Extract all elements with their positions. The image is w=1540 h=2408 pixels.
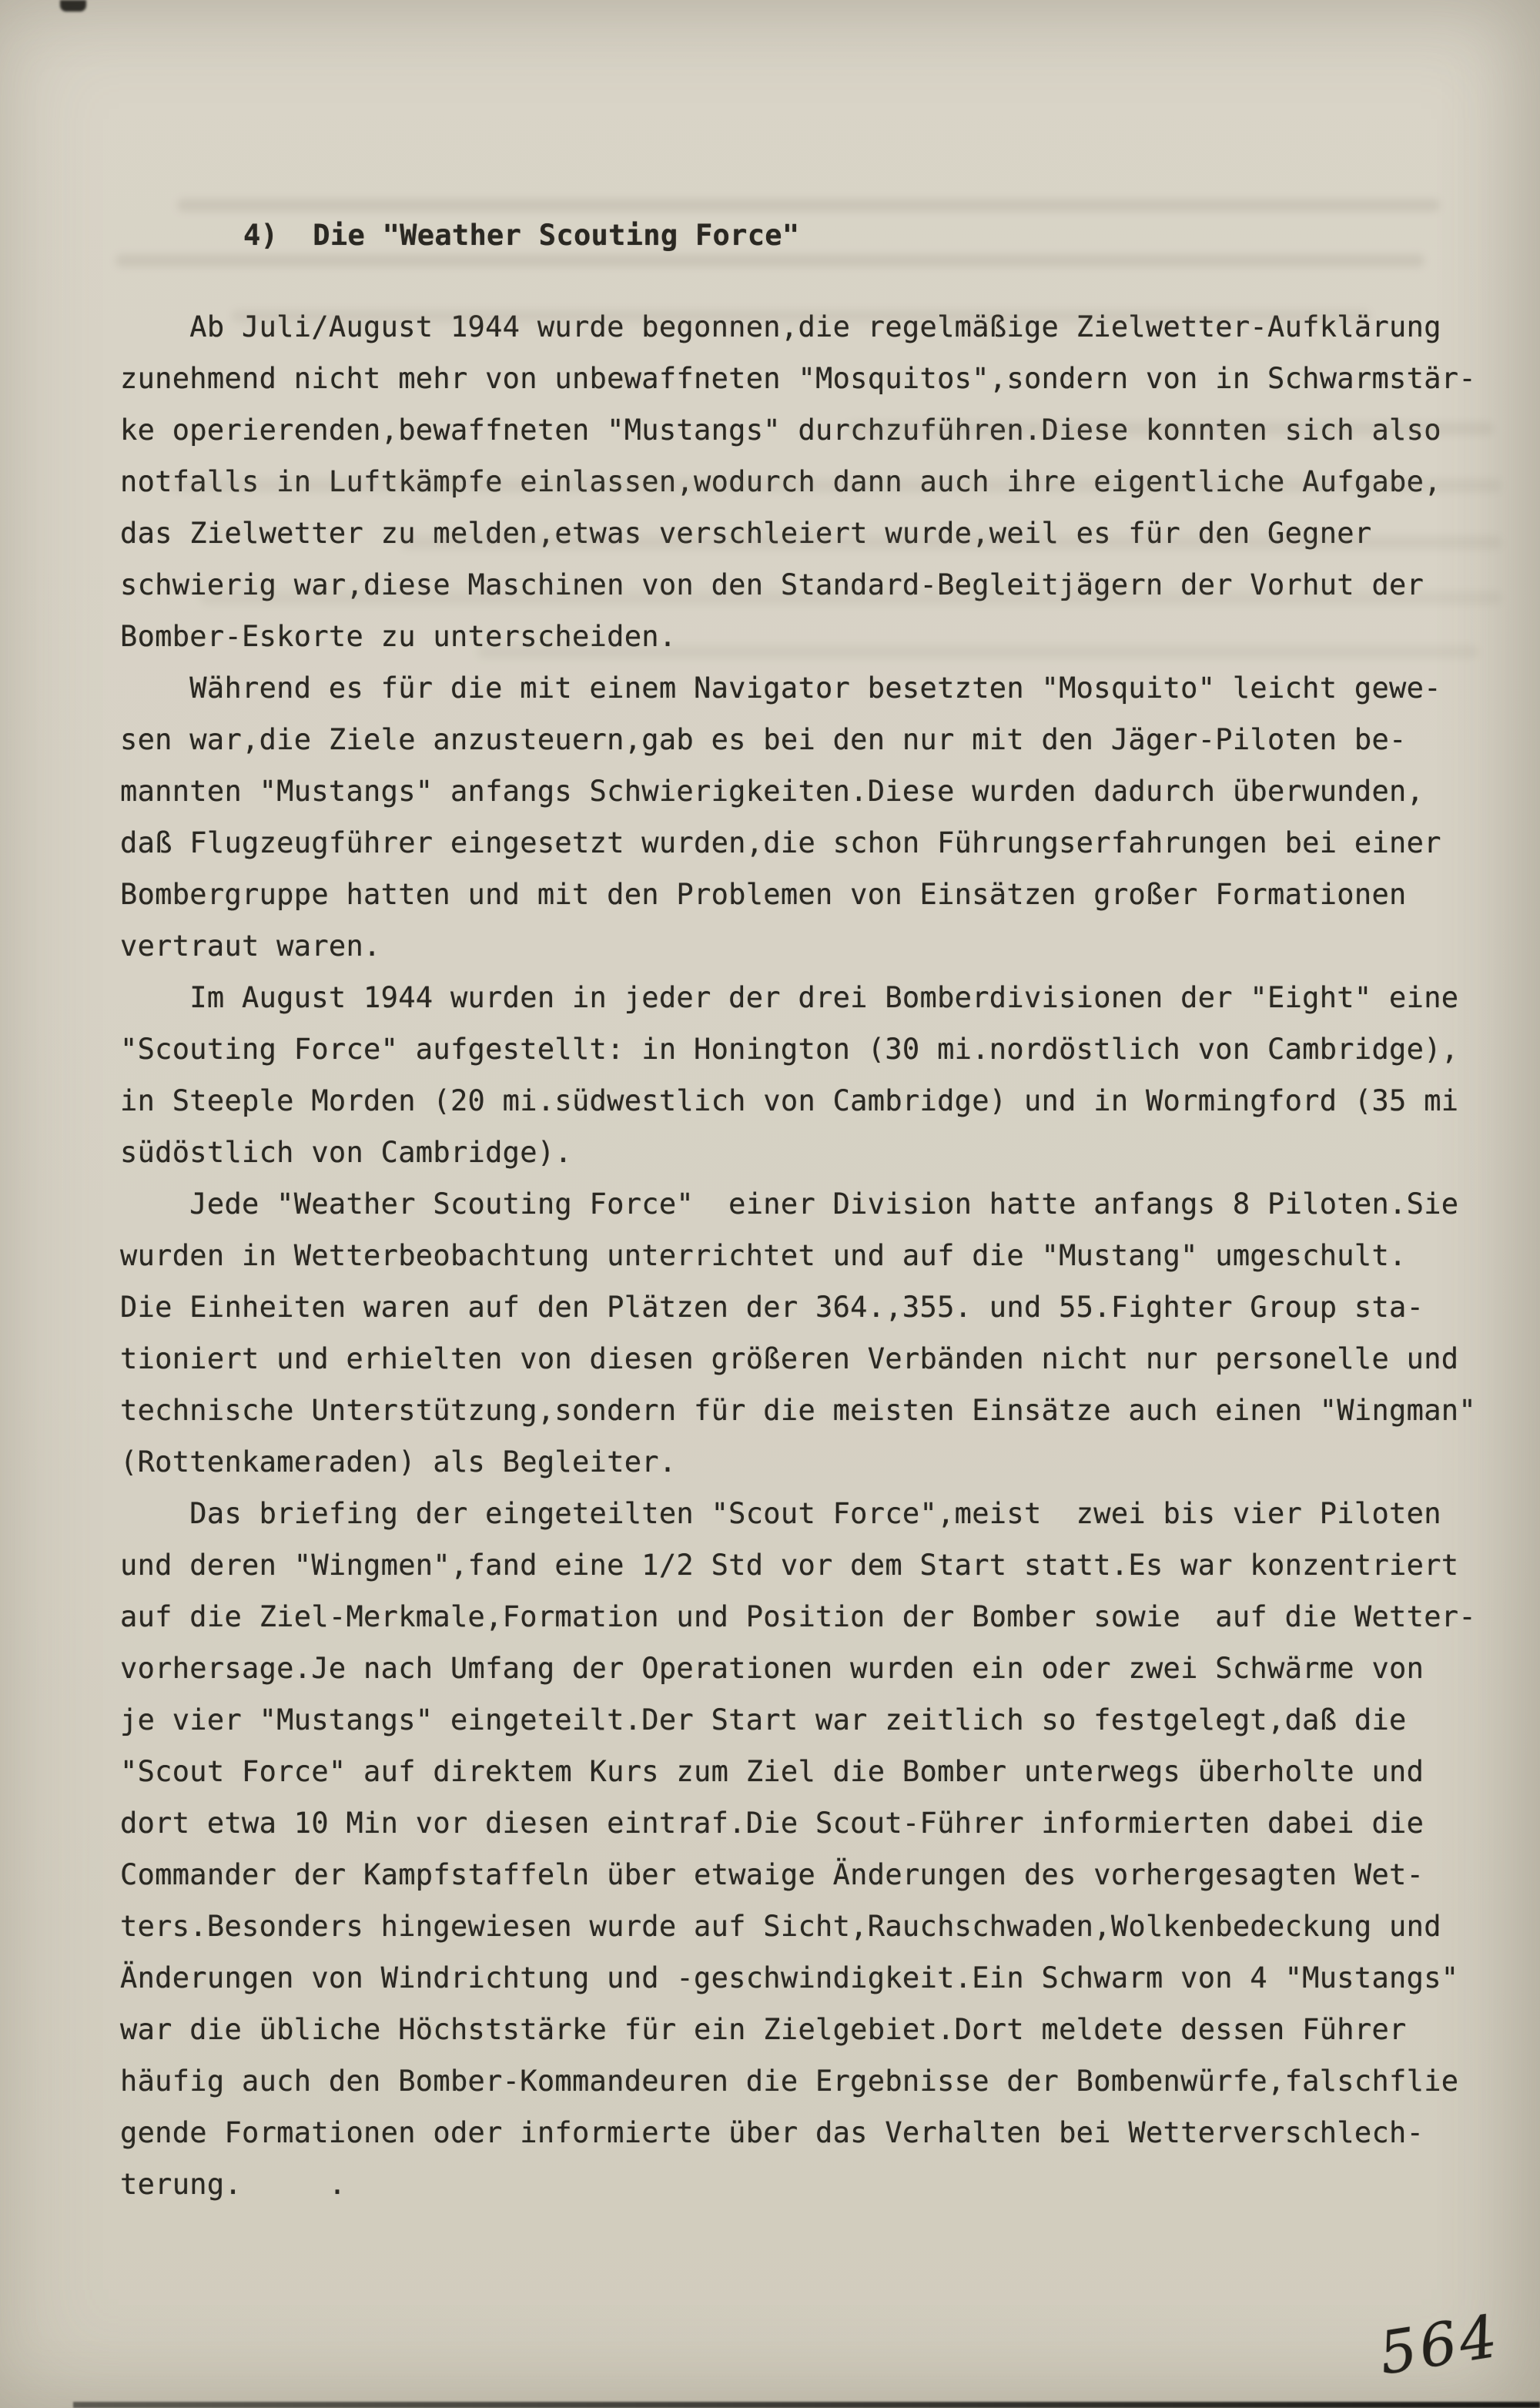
text-line: Jede "Weather Scouting Force" einer Division hatte anfangs 8 Piloten.Sie: [120, 1187, 1459, 1221]
text-line: dort etwa 10 Min vor diesen eintraf.Die Scout-Führer informierten dabei die: [120, 1807, 1424, 1840]
text-line: ters.Besonders hingewiesen wurde auf Sicht,Rauchschwaden,Wolkenbedeckung und: [120, 1910, 1441, 1943]
text-line: wurden in Wetterbeobachtung unterrichtet und auf die "Mustang" umgeschult.: [120, 1239, 1407, 1272]
page-number-handwritten: 564: [1374, 2301, 1505, 2388]
text-line: vertraut waren.: [120, 929, 381, 963]
body-lines: [120, 301, 1540, 2210]
bleed-through-line: [231, 310, 1371, 323]
text-line: zunehmend nicht mehr von unbewaffneten "Mosquitos",sondern von in Schwarmstär-: [120, 362, 1476, 395]
text-line: schwierig war,diese Maschinen von den Standard-Begleitjägern der Vorhut der: [120, 568, 1424, 601]
text-line: (Rottenkameraden) als Begleiter.: [120, 1445, 677, 1479]
text-line: Die Einheiten waren auf den Plätzen der 364.,355. und 55.Fighter Group sta-: [120, 1291, 1424, 1324]
text-line: häufig auch den Bomber-Kommandeuren die Ergebnisse der Bombenwürfe,falschflie: [120, 2065, 1459, 2098]
section-heading: 4) Die "Weather Scouting Force": [243, 219, 800, 252]
bleed-through-line: [200, 591, 1502, 605]
text-line: Ab Juli/August 1944 wurde begonnen,die regelmäßige Zielwetter-Aufklärung: [120, 310, 1441, 343]
text-line: Änderungen von Windrichtung und -geschwindigkeit.Ein Schwarm von 4 "Mustangs": [120, 1961, 1459, 1994]
text-line: je vier "Mustangs" eingeteilt.Der Start war zeitlich so festgelegt,daß die: [120, 1703, 1407, 1737]
scan-edge-artifact: [73, 2402, 1540, 2408]
text-line: Commander der Kampfstaffeln über etwaige Änderungen des vorhergesagten Wet-: [120, 1858, 1424, 1891]
text-line: daß Flugzeugführer eingesetzt wurden,die schon Führungserfahrungen bei einer: [120, 826, 1441, 859]
text-line: "Scout Force" auf direktem Kurs zum Ziel die Bomber unterwegs überholte und: [120, 1755, 1424, 1788]
text-line: Bomber-Eskorte zu unterscheiden.: [120, 620, 677, 653]
bleed-through-line: [177, 199, 1440, 212]
text-line: "Scouting Force" aufgestellt: in Honington (30 mi.nordöstlich von Cambridge),: [120, 1033, 1459, 1066]
text-line: notfalls in Luftkämpfe einlassen,wodurch dann auch ihre eigentliche Aufgabe,: [120, 465, 1441, 498]
text-line: Das briefing der eingeteilten "Scout Force",meist zwei bis vier Piloten: [120, 1497, 1441, 1530]
text-line: ke operierenden,bewaffneten "Mustangs" durchzuführen.Diese konnten sich also: [120, 414, 1441, 447]
text-line: Bombergruppe hatten und mit den Problemen von Einsätzen großer Formationen: [120, 878, 1407, 911]
bleed-through-line: [169, 479, 1502, 492]
bleed-through-line: [116, 254, 1424, 267]
text-line: gende Formationen oder informierte über das Verhalten bei Wetterverschlech-: [120, 2116, 1424, 2149]
text-line: terung. .: [120, 2168, 346, 2201]
text-line: das Zielwetter zu melden,etwas verschleiert wurde,weil es für den Gegner: [120, 517, 1372, 550]
text-line: und deren "Wingmen",fand eine 1/2 Std vor dem Start statt.Es war konzentriert: [120, 1549, 1459, 1582]
bleed-through-line: [477, 645, 1478, 658]
text-line: südöstlich von Cambridge).: [120, 1136, 572, 1169]
bleed-through-line: [847, 422, 1494, 435]
text-line: in Steeple Morden (20 mi.südwestlich von Cambridge) und in Wormingford (35 mi: [120, 1084, 1459, 1117]
text-line: technische Unterstützung,sondern für die meisten Einsätze auch einen "Wingman": [120, 1394, 1476, 1427]
text-line: vorhersage.Je nach Umfang der Operationen wurden ein oder zwei Schwärme von: [120, 1652, 1424, 1685]
scan-corner-mark: [60, 0, 86, 12]
text-line: sen war,die Ziele anzusteuern,gab es bei den nur mit den Jäger-Piloten be-: [120, 723, 1407, 756]
text-line: auf die Ziel-Merkmale,Formation und Position der Bomber sowie auf die Wetter-: [120, 1600, 1476, 1633]
text-line: Während es für die mit einem Navigator besetzten "Mosquito" leicht gewe-: [120, 671, 1441, 705]
bleed-through-line: [400, 536, 1502, 549]
text-line: war die übliche Höchststärke für ein Zielgebiet.Dort meldete dessen Führer: [120, 2013, 1407, 2046]
text-line: tioniert und erhielten von diesen größeren Verbänden nicht nur personelle und: [120, 1342, 1459, 1375]
text-line: Im August 1944 wurden in jeder der drei Bomberdivisionen der "Eight" eine: [120, 981, 1459, 1014]
text-line: mannten "Mustangs" anfangs Schwierigkeiten.Diese wurden dadurch überwunden,: [120, 775, 1424, 808]
